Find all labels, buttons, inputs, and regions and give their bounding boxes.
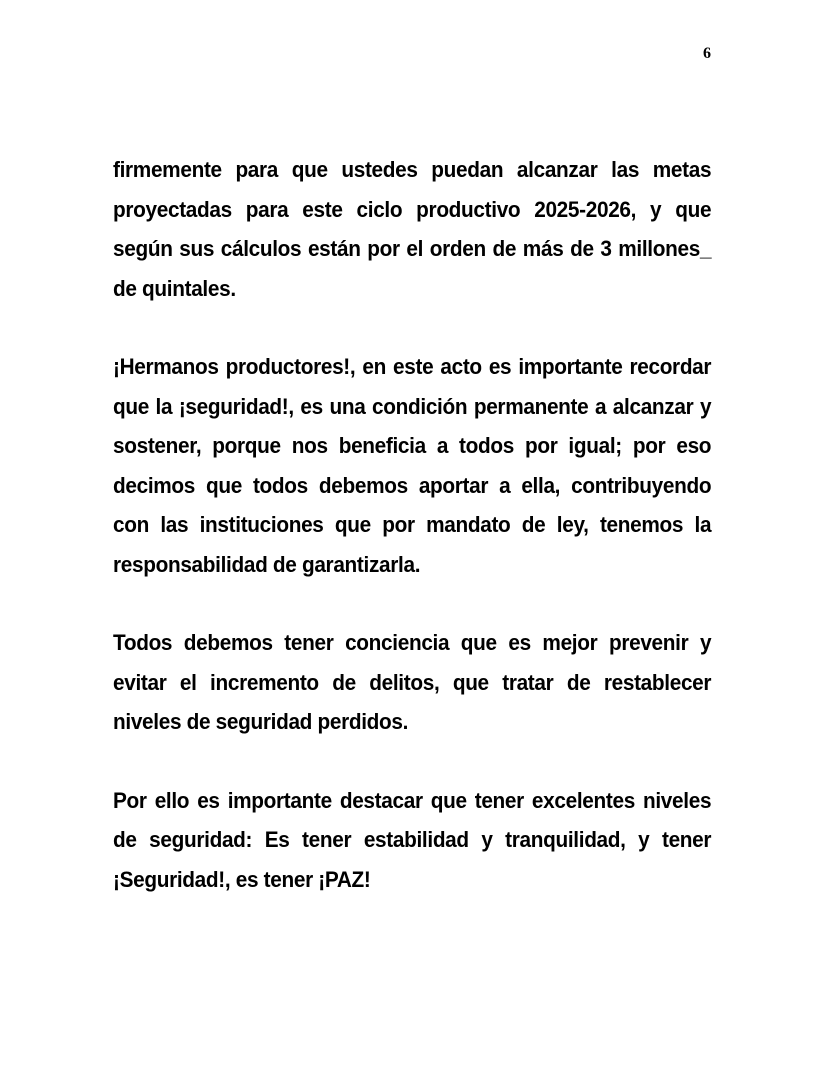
body-paragraph-4: Por ello es importante destacar que tener excelentes niveles de seguridad: Es tener estabilidad y tranquilidad, y tener ¡Seguridad!, es tener ¡PAZ!	[113, 787, 712, 892]
body-paragraph-3: Todos debemos tener conciencia que es mejor prevenir y evitar el incremento de delitos, que tratar de restablecer niveles de seguridad perdidos.	[113, 630, 712, 734]
page-number: 6	[703, 45, 711, 62]
body-paragraph-2: ¡Hermanos productores!, en este acto es importante recordar que la ¡seguridad!, es una condición permanente a alcanzar y sostener, porque nos beneficia a todos por igual; por eso decimos que todos debemos aportar a ella, contribuyendo con las instituciones que por mandato de ley, tenemos la responsabilidad de garantizarla.	[113, 354, 712, 577]
body-paragraph-1: firmemente para que ustedes puedan alcanzar las metas proyectadas para este ciclo productivo 2025-2026, y que según sus cálculos están por el orden de más de 3 millones_ de quintales.	[113, 157, 712, 301]
document-body	[113, 150, 711, 899]
